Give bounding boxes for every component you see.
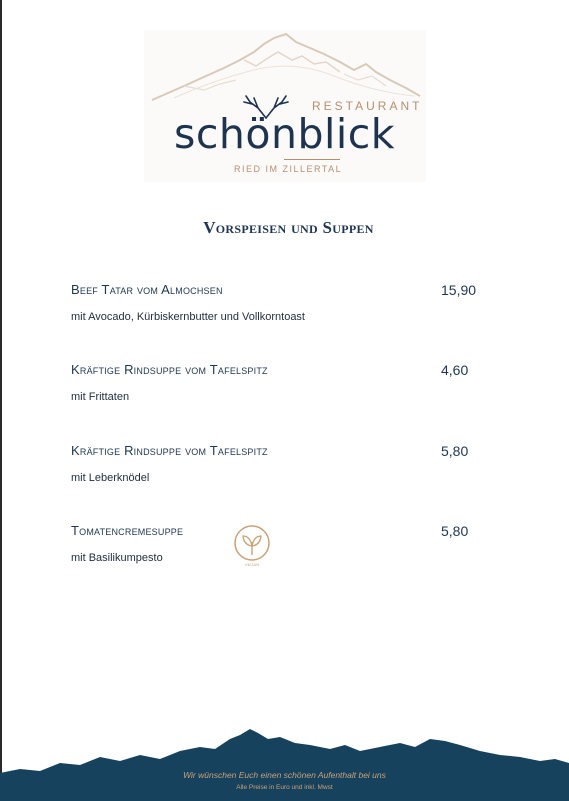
dish-name: Kräftige Rindsuppe vom Tafelspitz (71, 362, 268, 377)
dish-description: mit Basilikumpesto (71, 552, 163, 564)
dish-price: 5,80 (441, 443, 469, 459)
section-title: Vorspeisen und Suppen (203, 218, 374, 237)
logo-wordmark: schönblick (174, 110, 396, 158)
logo-divider (284, 159, 340, 160)
vegan-badge (233, 524, 271, 568)
dish-description: mit Leberknödel (71, 472, 150, 484)
logo-restaurant-label: RESTAURANT (312, 99, 423, 113)
dish-price: 15,90 (441, 282, 477, 298)
restaurant-logo (144, 30, 426, 182)
logo-location: RIED IM ZILLERTAL (234, 164, 343, 174)
page-edge (0, 0, 2, 801)
dish-description: mit Avocado, Kürbiskernbutter und Vollkorntoast (71, 311, 305, 323)
dish-description: mit Frittaten (71, 391, 130, 403)
footer-greeting: Wir wünschen Euch einen schönen Aufenthalt bei uns (183, 770, 386, 780)
dish-price: 5,80 (441, 523, 469, 539)
footer-price-note: Alle Preise in Euro und inkl. Mwst (236, 784, 333, 791)
leaf-icon (233, 524, 271, 568)
dish-name: Tomatencremesuppe (71, 523, 184, 538)
vegan-badge-label: VEGAN (244, 562, 260, 567)
dish-price: 4,60 (441, 362, 469, 378)
dish-name: Beef Tatar vom Almochsen (71, 282, 223, 297)
dish-name: Kräftige Rindsuppe vom Tafelspitz (71, 443, 268, 458)
